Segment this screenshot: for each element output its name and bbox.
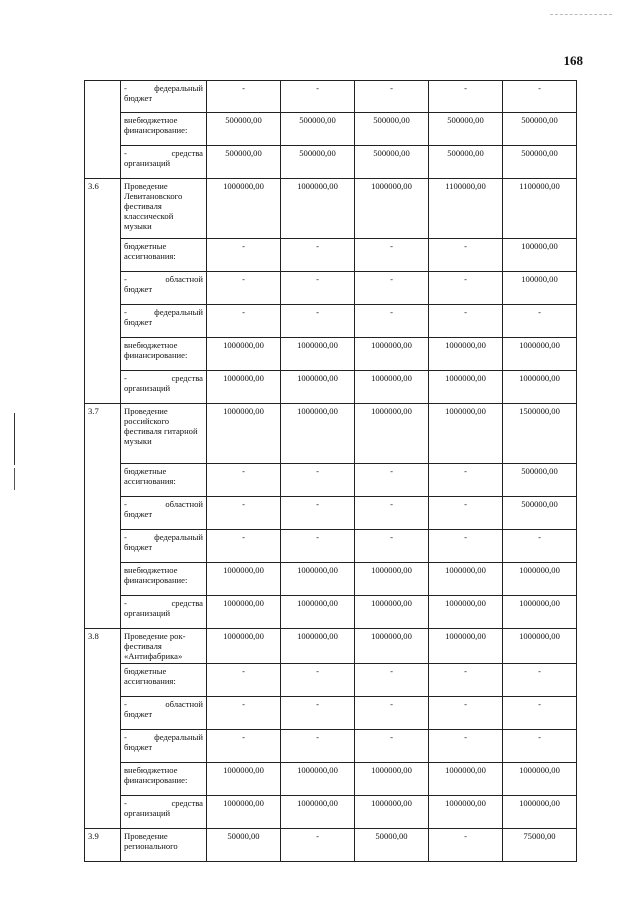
row-label: бюджетные ассигнования: bbox=[121, 664, 207, 697]
row-label-rest: бюджет bbox=[124, 709, 153, 719]
value-cell: - bbox=[355, 497, 429, 530]
table-row bbox=[85, 730, 577, 763]
table-row bbox=[85, 113, 577, 146]
value-cell: - bbox=[429, 829, 503, 862]
value-cell: 500000,00 bbox=[281, 146, 355, 179]
budget-table bbox=[84, 80, 577, 862]
value-cell: 1000000,00 bbox=[207, 563, 281, 596]
value-cell: 1000000,00 bbox=[207, 796, 281, 829]
table-row bbox=[85, 338, 577, 371]
value-cell: 1000000,00 bbox=[281, 404, 355, 464]
table-row bbox=[85, 697, 577, 730]
value-cell: 1000000,00 bbox=[207, 371, 281, 404]
value-cell: - bbox=[281, 730, 355, 763]
row-label-dash: - bbox=[124, 274, 127, 284]
value-cell: 500000,00 bbox=[503, 464, 577, 497]
value-cell: 1000000,00 bbox=[429, 371, 503, 404]
row-label bbox=[121, 81, 207, 113]
row-label bbox=[121, 272, 207, 305]
value-cell: - bbox=[281, 497, 355, 530]
row-label-dash: - bbox=[124, 798, 127, 808]
table-row bbox=[85, 629, 577, 664]
row-label-first: средства bbox=[171, 148, 203, 158]
value-cell: - bbox=[207, 497, 281, 530]
table-row bbox=[85, 829, 577, 862]
value-cell: - bbox=[281, 664, 355, 697]
value-cell: 1000000,00 bbox=[207, 338, 281, 371]
value-cell: - bbox=[281, 272, 355, 305]
value-cell: 1000000,00 bbox=[503, 629, 577, 664]
table-row bbox=[85, 796, 577, 829]
value-cell: 1000000,00 bbox=[503, 338, 577, 371]
value-cell: 500000,00 bbox=[207, 113, 281, 146]
row-label bbox=[121, 530, 207, 563]
value-cell: 1000000,00 bbox=[429, 629, 503, 664]
row-label-dash: - bbox=[124, 83, 127, 93]
row-label-dash: - bbox=[124, 499, 127, 509]
value-cell: 1000000,00 bbox=[207, 763, 281, 796]
row-label-rest: организаций bbox=[124, 158, 171, 168]
table-row bbox=[85, 497, 577, 530]
row-label bbox=[121, 796, 207, 829]
row-label-dash: - bbox=[124, 373, 127, 383]
value-cell: 500000,00 bbox=[503, 113, 577, 146]
value-cell: 1000000,00 bbox=[281, 796, 355, 829]
value-cell: 1000000,00 bbox=[429, 338, 503, 371]
value-cell: - bbox=[355, 664, 429, 697]
value-cell: 1000000,00 bbox=[281, 179, 355, 239]
value-cell: - bbox=[503, 664, 577, 697]
value-cell: 50000,00 bbox=[355, 829, 429, 862]
value-cell: - bbox=[207, 272, 281, 305]
table-row bbox=[85, 530, 577, 563]
value-cell: 1000000,00 bbox=[429, 796, 503, 829]
margin-mark bbox=[14, 413, 15, 465]
value-cell: 75000,00 bbox=[503, 829, 577, 862]
value-cell: 1000000,00 bbox=[207, 404, 281, 464]
row-label: Проведение регионального bbox=[121, 829, 207, 862]
row-label-dash: - bbox=[124, 732, 127, 742]
value-cell: - bbox=[281, 305, 355, 338]
value-cell: 1000000,00 bbox=[355, 629, 429, 664]
value-cell: - bbox=[429, 664, 503, 697]
row-label-first: областной bbox=[165, 699, 203, 709]
value-cell: 1000000,00 bbox=[281, 338, 355, 371]
row-label-dash: - bbox=[124, 148, 127, 158]
row-label-rest: бюджет bbox=[124, 509, 153, 519]
value-cell: 1000000,00 bbox=[355, 596, 429, 629]
value-cell: 1000000,00 bbox=[503, 763, 577, 796]
value-cell: 1000000,00 bbox=[429, 404, 503, 464]
row-number: 3.9 bbox=[85, 829, 121, 862]
value-cell: 1000000,00 bbox=[503, 563, 577, 596]
table-row bbox=[85, 596, 577, 629]
row-label: Проведение российского фестиваля гитарной музыки bbox=[121, 404, 207, 464]
table-row bbox=[85, 81, 577, 113]
value-cell: - bbox=[281, 829, 355, 862]
row-label: бюджетные ассигнования: bbox=[121, 464, 207, 497]
row-label: внебюджетное финансирование: bbox=[121, 563, 207, 596]
value-cell: 1000000,00 bbox=[355, 179, 429, 239]
value-cell: - bbox=[429, 272, 503, 305]
row-label-first: средства bbox=[171, 598, 203, 608]
table-row bbox=[85, 272, 577, 305]
value-cell: 500000,00 bbox=[503, 497, 577, 530]
value-cell: 500000,00 bbox=[429, 113, 503, 146]
value-cell: 1000000,00 bbox=[503, 796, 577, 829]
value-cell: 1100000,00 bbox=[429, 179, 503, 239]
value-cell: 1000000,00 bbox=[429, 763, 503, 796]
row-label-first: федеральный bbox=[154, 307, 203, 317]
value-cell: - bbox=[429, 697, 503, 730]
table-row bbox=[85, 305, 577, 338]
value-cell: - bbox=[281, 464, 355, 497]
value-cell: 1000000,00 bbox=[429, 596, 503, 629]
margin-mark bbox=[14, 468, 15, 490]
value-cell: - bbox=[355, 305, 429, 338]
value-cell: - bbox=[429, 497, 503, 530]
value-cell: 500000,00 bbox=[207, 146, 281, 179]
row-label-rest: бюджет bbox=[124, 284, 153, 294]
table-row bbox=[85, 464, 577, 497]
row-label-rest: бюджет bbox=[124, 317, 153, 327]
value-cell: - bbox=[429, 464, 503, 497]
table-row bbox=[85, 239, 577, 272]
value-cell: 1000000,00 bbox=[429, 563, 503, 596]
value-cell: 1000000,00 bbox=[355, 338, 429, 371]
row-label-first: средства bbox=[171, 373, 203, 383]
row-label bbox=[121, 371, 207, 404]
row-label-first: федеральный bbox=[154, 83, 203, 93]
value-cell: 1000000,00 bbox=[281, 763, 355, 796]
row-label bbox=[121, 596, 207, 629]
value-cell: - bbox=[355, 530, 429, 563]
table-row bbox=[85, 179, 577, 239]
row-label-dash: - bbox=[124, 307, 127, 317]
value-cell: - bbox=[503, 697, 577, 730]
value-cell: 500000,00 bbox=[429, 146, 503, 179]
row-number: 3.7 bbox=[85, 404, 121, 629]
value-cell: - bbox=[429, 530, 503, 563]
value-cell: - bbox=[429, 81, 503, 113]
value-cell: 100000,00 bbox=[503, 239, 577, 272]
table-row bbox=[85, 146, 577, 179]
row-label: внебюджетное финансирование: bbox=[121, 338, 207, 371]
value-cell: 500000,00 bbox=[355, 146, 429, 179]
value-cell: 1000000,00 bbox=[355, 563, 429, 596]
row-label-dash: - bbox=[124, 532, 127, 542]
value-cell: - bbox=[281, 81, 355, 113]
value-cell: - bbox=[429, 305, 503, 338]
value-cell: 1000000,00 bbox=[503, 596, 577, 629]
value-cell: 1000000,00 bbox=[281, 596, 355, 629]
value-cell: 1100000,00 bbox=[503, 179, 577, 239]
value-cell: 1000000,00 bbox=[355, 796, 429, 829]
row-number bbox=[85, 81, 121, 179]
value-cell: 1000000,00 bbox=[503, 371, 577, 404]
value-cell: - bbox=[503, 81, 577, 113]
row-label-rest: бюджет bbox=[124, 93, 153, 103]
value-cell: 1000000,00 bbox=[281, 563, 355, 596]
value-cell: 100000,00 bbox=[503, 272, 577, 305]
value-cell: - bbox=[429, 239, 503, 272]
row-label-rest: организаций bbox=[124, 808, 171, 818]
row-label-rest: организаций bbox=[124, 383, 171, 393]
value-cell: - bbox=[207, 81, 281, 113]
value-cell: 1500000,00 bbox=[503, 404, 577, 464]
row-number: 3.8 bbox=[85, 629, 121, 829]
row-label: внебюджетное финансирование: bbox=[121, 763, 207, 796]
row-label-dash: - bbox=[124, 699, 127, 709]
table-row bbox=[85, 763, 577, 796]
budget-table-body bbox=[85, 81, 577, 862]
row-label: Проведение рок-фестиваля «Антифабрика» bbox=[121, 629, 207, 664]
table-row bbox=[85, 371, 577, 404]
row-label: внебюджетное финансирование: bbox=[121, 113, 207, 146]
value-cell: - bbox=[207, 664, 281, 697]
value-cell: 1000000,00 bbox=[281, 629, 355, 664]
value-cell: - bbox=[503, 305, 577, 338]
value-cell: - bbox=[207, 697, 281, 730]
row-label bbox=[121, 305, 207, 338]
row-label: Проведение Левитановского фестиваля классической музыки bbox=[121, 179, 207, 239]
value-cell: - bbox=[429, 730, 503, 763]
value-cell: - bbox=[355, 239, 429, 272]
row-label-first: областной bbox=[165, 274, 203, 284]
row-label-dash: - bbox=[124, 598, 127, 608]
value-cell: 1000000,00 bbox=[281, 371, 355, 404]
value-cell: - bbox=[281, 697, 355, 730]
value-cell: - bbox=[503, 730, 577, 763]
value-cell: 1000000,00 bbox=[355, 763, 429, 796]
value-cell: - bbox=[207, 730, 281, 763]
scan-artifact bbox=[550, 14, 612, 17]
row-label-first: федеральный bbox=[154, 532, 203, 542]
value-cell: - bbox=[207, 530, 281, 563]
value-cell: - bbox=[355, 81, 429, 113]
value-cell: - bbox=[355, 730, 429, 763]
row-label-rest: бюджет bbox=[124, 542, 153, 552]
value-cell: 1000000,00 bbox=[207, 596, 281, 629]
value-cell: 500000,00 bbox=[281, 113, 355, 146]
value-cell: 50000,00 bbox=[207, 829, 281, 862]
value-cell: 1000000,00 bbox=[207, 179, 281, 239]
value-cell: - bbox=[355, 272, 429, 305]
value-cell: - bbox=[281, 530, 355, 563]
row-label: бюджетные ассигнования: bbox=[121, 239, 207, 272]
value-cell: - bbox=[503, 530, 577, 563]
value-cell: - bbox=[207, 464, 281, 497]
row-label-first: областной bbox=[165, 499, 203, 509]
row-label-first: федеральный bbox=[154, 732, 203, 742]
row-label-rest: бюджет bbox=[124, 742, 153, 752]
value-cell: - bbox=[281, 239, 355, 272]
value-cell: 1000000,00 bbox=[355, 371, 429, 404]
row-label-rest: организаций bbox=[124, 608, 171, 618]
row-label bbox=[121, 497, 207, 530]
row-label bbox=[121, 146, 207, 179]
table-row bbox=[85, 664, 577, 697]
value-cell: - bbox=[355, 697, 429, 730]
value-cell: 1000000,00 bbox=[207, 629, 281, 664]
row-label bbox=[121, 730, 207, 763]
page-number: 168 bbox=[563, 53, 583, 68]
row-number: 3.6 bbox=[85, 179, 121, 404]
value-cell: - bbox=[355, 464, 429, 497]
table-row bbox=[85, 563, 577, 596]
row-label bbox=[121, 697, 207, 730]
value-cell: - bbox=[207, 239, 281, 272]
value-cell: - bbox=[207, 305, 281, 338]
value-cell: 500000,00 bbox=[355, 113, 429, 146]
value-cell: 500000,00 bbox=[503, 146, 577, 179]
table-row bbox=[85, 404, 577, 464]
row-label-first: средства bbox=[171, 798, 203, 808]
value-cell: 1000000,00 bbox=[355, 404, 429, 464]
